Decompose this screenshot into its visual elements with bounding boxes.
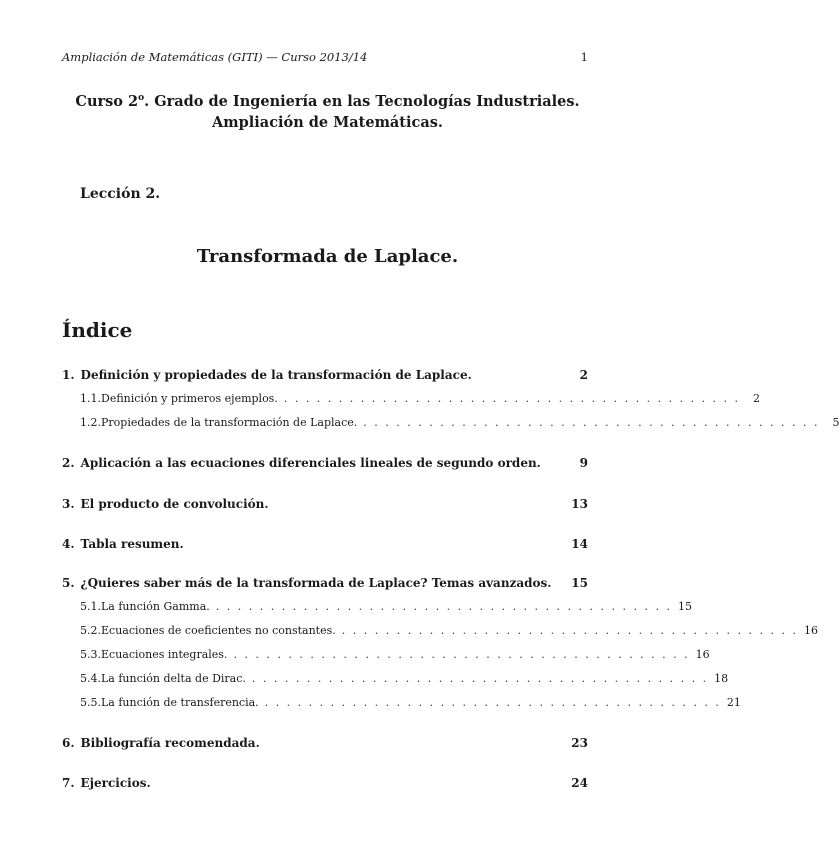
toc-entry-5-4[interactable] bbox=[62, 672, 729, 685]
toc-text: Ejercicios. bbox=[80, 776, 151, 790]
toc-entry-5-1[interactable] bbox=[62, 600, 692, 613]
lesson-label: Lección 2. bbox=[80, 186, 161, 202]
toc-text: Propiedades de la transformación de Laplace. bbox=[101, 416, 358, 429]
toc-page: 15 bbox=[677, 600, 692, 613]
toc-entry-5-2[interactable] bbox=[62, 624, 818, 637]
toc-page: 16 bbox=[695, 648, 710, 661]
toc-text: Definición y propiedades de la transformación de Laplace. bbox=[80, 368, 472, 382]
toc-number: 5.3. bbox=[80, 648, 101, 661]
course-line-2: Ampliación de Matemáticas. bbox=[212, 113, 443, 131]
toc-number: 3. bbox=[62, 497, 75, 511]
toc-page: 16 bbox=[803, 624, 818, 637]
toc-page: 13 bbox=[571, 497, 588, 511]
document-title: Transformada de Laplace. bbox=[196, 246, 459, 267]
toc-entry-1-2[interactable] bbox=[62, 416, 839, 429]
index-heading: Índice bbox=[62, 318, 133, 342]
toc-leader: . . . . . . . . . . . . . . . . . . . . . . . . . . . . . . . . . . . . . . . . . . bbox=[251, 672, 709, 685]
toc-entry-3[interactable] bbox=[62, 497, 588, 511]
toc-entry-5[interactable] bbox=[62, 576, 588, 590]
course-ordinal: o bbox=[138, 93, 145, 103]
toc-entry-1-1[interactable] bbox=[62, 392, 761, 405]
toc-number: 1.1. bbox=[80, 392, 101, 405]
toc-text: Tabla resumen. bbox=[80, 537, 184, 551]
toc-number: 1. bbox=[62, 368, 75, 382]
toc-text: ¿Quieres saber más de la transformada de Laplace? Temas avanzados. bbox=[80, 576, 552, 590]
toc-page: 15 bbox=[571, 576, 588, 590]
toc-text: La función de transferencia. bbox=[101, 696, 259, 709]
toc-page: 24 bbox=[571, 776, 588, 790]
toc-page: 9 bbox=[579, 456, 588, 470]
toc-number: 4. bbox=[62, 537, 75, 551]
toc-entry-6[interactable] bbox=[62, 736, 588, 750]
toc-page: 5 bbox=[832, 416, 839, 429]
toc-page: 14 bbox=[571, 537, 588, 551]
toc-number: 5.2. bbox=[80, 624, 101, 637]
toc-text: Ecuaciones integrales. bbox=[101, 648, 228, 661]
toc-page: 21 bbox=[726, 696, 741, 709]
course-line-1 bbox=[0, 88, 655, 112]
toc-number: 1.2. bbox=[80, 416, 101, 429]
toc-number: 5. bbox=[62, 576, 75, 590]
toc-text: Ecuaciones de coeficientes no constantes. bbox=[101, 624, 336, 637]
toc-number: 5.5. bbox=[80, 696, 101, 709]
toc-page: 2 bbox=[753, 392, 761, 405]
toc-text: Definición y primeros ejemplos. bbox=[101, 392, 278, 405]
toc-number: 5.1. bbox=[80, 600, 101, 613]
course-heading bbox=[0, 88, 655, 133]
toc-entry-2[interactable] bbox=[62, 456, 588, 470]
running-header bbox=[62, 50, 588, 64]
toc-leader: . . . . . . . . . . . . . . . . . . . . . . . . . . . . . . . . . . . . . . . . . . bbox=[233, 648, 690, 661]
course-suffix: . Grado de Ingeniería en las Tecnologías Industriales. bbox=[144, 92, 580, 110]
toc-number: 6. bbox=[62, 736, 75, 750]
toc-entry-5-5[interactable] bbox=[62, 696, 741, 709]
toc-number: 2. bbox=[62, 456, 75, 470]
toc-entry-4[interactable] bbox=[62, 537, 588, 551]
toc-entry-7[interactable] bbox=[62, 776, 588, 790]
toc-leader: . . . . . . . . . . . . . . . . . . . . . . . . . . . . . . . . . . . . . . . . . . bbox=[341, 624, 798, 637]
toc-text: La función Gamma. bbox=[101, 600, 210, 613]
toc-entry-1[interactable] bbox=[62, 368, 588, 382]
toc-text: Aplicación a las ecuaciones diferenciales lineales de segundo orden. bbox=[80, 456, 541, 470]
toc-leader: . . . . . . . . . . . . . . . . . . . . . . . . . . . . . . . . . . . . . . . . . . bbox=[264, 696, 721, 709]
toc-text: El producto de convolución. bbox=[80, 497, 269, 511]
toc-number: 5.4. bbox=[80, 672, 101, 685]
toc-entry-5-3[interactable] bbox=[62, 648, 710, 661]
toc-text: Bibliografía recomendada. bbox=[80, 736, 260, 750]
toc-leader: . . . . . . . . . . . . . . . . . . . . . . . . . . . . . . . . . . . . . . . . . . bbox=[283, 392, 741, 405]
toc-page: 18 bbox=[714, 672, 729, 685]
page-number: 1 bbox=[580, 50, 588, 64]
toc-leader: . . . . . . . . . . . . . . . . . . . . . . . . . . . . . . . . . . . . . . . . . . bbox=[215, 600, 672, 613]
toc-number: 7. bbox=[62, 776, 75, 790]
toc-leader: . . . . . . . . . . . . . . . . . . . . . . . . . . . . . . . . . . . . . . . . . . bbox=[363, 416, 820, 429]
toc-page: 23 bbox=[571, 736, 588, 750]
toc-page: 2 bbox=[579, 368, 588, 382]
running-title: Ampliación de Matemáticas (GITI) — Curso 2013/14 bbox=[62, 50, 368, 64]
course-prefix: Curso 2 bbox=[75, 92, 139, 110]
toc-text: La función delta de Dirac. bbox=[101, 672, 246, 685]
